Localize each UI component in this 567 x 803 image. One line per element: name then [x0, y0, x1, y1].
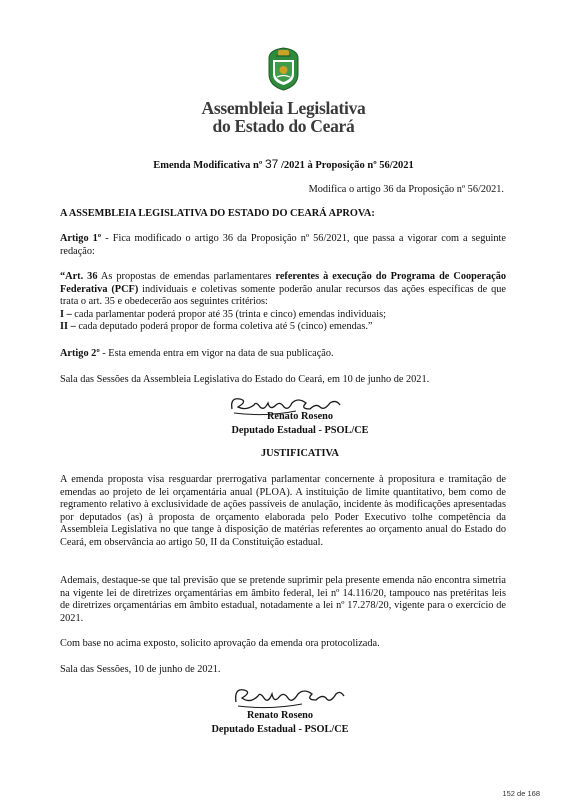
- article-1-label: Artigo 1º: [60, 233, 102, 244]
- signer-role-1: Deputado Estadual - PSOL/CE: [231, 425, 369, 436]
- justification-heading: JUSTIFICATIVA: [260, 448, 339, 459]
- signer-name-1: Renato Roseno: [266, 411, 334, 422]
- page-number: 152 de 168: [502, 789, 540, 798]
- article-1-text: - Fica modificado o artigo 36 da Proposição nº 56/2021, que passa a vigorar com a seguinte redação:: [60, 233, 506, 257]
- ementa: Modifica o artigo 36 da Proposição nº 56/2021.: [308, 184, 504, 195]
- signer-name-2: Renato Roseno: [246, 710, 314, 721]
- article-36-text2: individuais e coletivas somente poderão anular recursos das ações específicas de que trata o art. 35 e obedecerão aos seguintes critérios:: [60, 283, 506, 308]
- logo-title-line2: do Estado do Ceará: [212, 116, 355, 136]
- logo-title-line1: Assembleia Legislativa: [201, 98, 366, 118]
- title-prefix: Emenda Modificativa nº: [153, 160, 263, 171]
- handwritten-signature-2: [230, 678, 350, 712]
- criteria-item-1-label: I –: [60, 309, 72, 320]
- article-1: [60, 233, 506, 258]
- article-2-label: Artigo 2º: [60, 348, 100, 359]
- criteria-item-2: [60, 321, 506, 334]
- amendment-number: 37: [264, 157, 279, 171]
- article-36-bold: referentes à execução do Programa de Cooperação Federativa (PCF): [60, 271, 506, 295]
- justification-paragraph-3: Com base no acima exposto, solicito aprovação da emenda ora protocolizada.: [60, 638, 380, 649]
- title-suffix: /2021 à Proposição nº 56/2021: [280, 160, 414, 171]
- ceara-coat-of-arms-logo: [265, 44, 302, 92]
- criteria-item-1: [60, 309, 506, 322]
- criteria-item-1-text: cada parlamentar poderá propor até 35 (trinta e cinco) emendas individuais;: [71, 309, 386, 320]
- article-36-text1: As propostas de emendas parlamentares: [97, 271, 276, 282]
- approves-heading: A ASSEMBLEIA LEGISLATIVA DO ESTADO DO CEARÁ APROVA:: [60, 208, 375, 219]
- document-title: [0, 157, 567, 171]
- session-date-2: Sala das Sessões, 10 de junho de 2021.: [60, 664, 221, 675]
- session-date-1: Sala das Sessões da Assembleia Legislativa do Estado do Ceará, em 10 de junho de 2021.: [60, 374, 430, 385]
- article-2: [60, 348, 506, 361]
- article-2-text: - Esta emenda entra em vigor na data de sua publicação.: [99, 348, 334, 359]
- signer-role-2: Deputado Estadual - PSOL/CE: [211, 724, 349, 735]
- article-36-quote: [60, 271, 506, 309]
- justification-paragraph-2: Ademais, destaque-se que tal previsão que se pretende suprimir pela presente emenda não encontra simetria na vigente lei de diretrizes orçamentárias em âmbito federal, lei nº 14.116/20, tampouco nas pretéritas leis de diretrizes orçamentárias em âmbito estadual, notadamente a lei nº 17.278/20, vigente para o exercício de 2021.: [60, 575, 506, 624]
- criteria-item-2-label: II –: [60, 321, 76, 332]
- justification-paragraph-1: A emenda proposta visa resguardar prerrogativa parlamentar concernente à propositura e tramitação de emendas ao projeto de lei orçamentária anual (PLOA). A instituição de limite quantitativo, bem como de regramento relativo à exclusividade de ações passíveis de anulação, incidente às modificações apresentadas por deputados (as) à proposta de orçamento elaborada pelo Poder Executivo tolhe competência da Assembleia Legislativa no que tange à disposição de matérias referentes ao orçamento anual do Estado do Ceará, em observância ao artigo 50, II da Constituição estadual.: [60, 474, 506, 548]
- criteria-item-2-text: cada deputado poderá propor de forma coletiva até 5 (cinco) emendas.”: [75, 321, 373, 332]
- article-36-label: “Art. 36: [60, 271, 98, 282]
